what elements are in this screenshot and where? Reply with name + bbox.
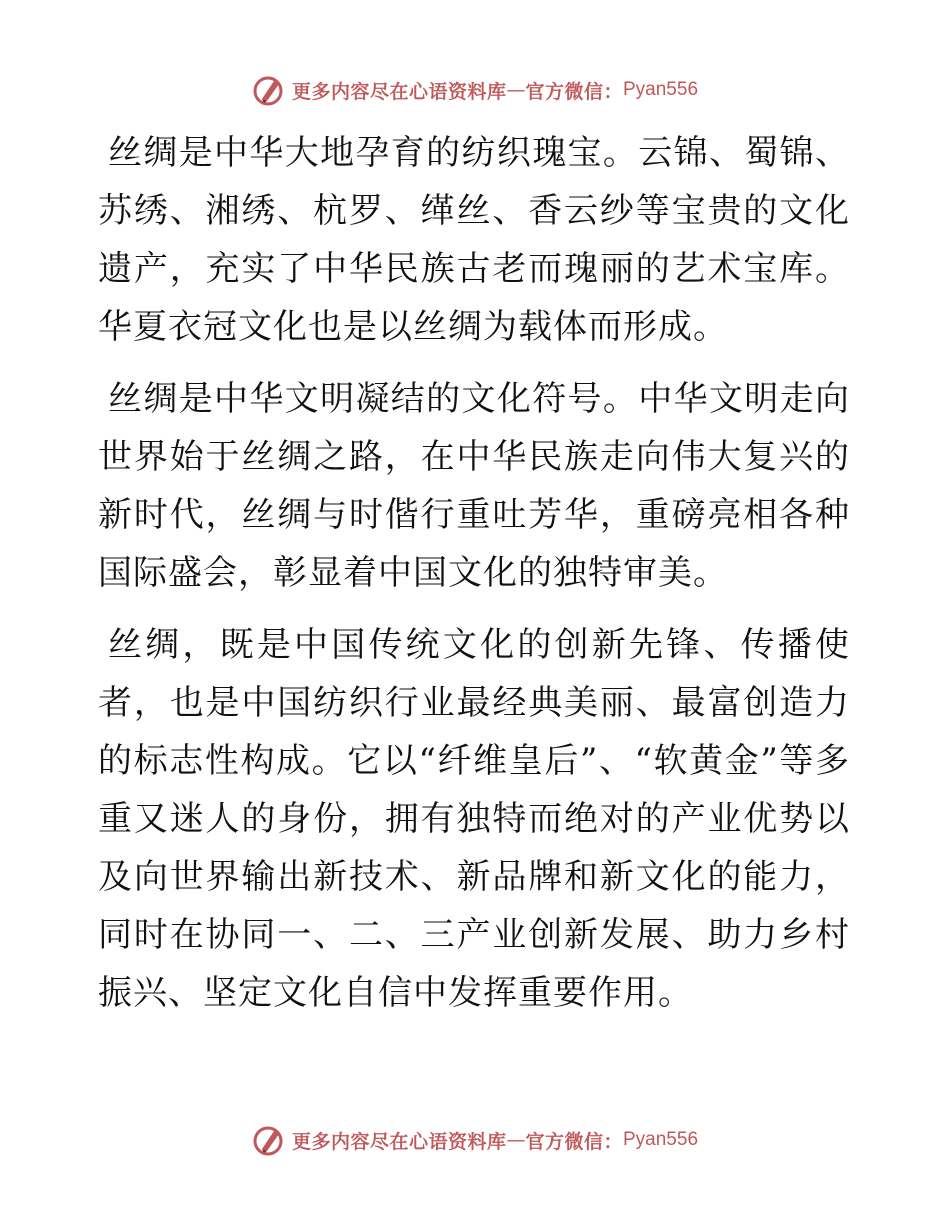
paragraph-2: 丝绸是中华文明凝结的文化符号。中华文明走向世界始于丝绸之路，在中华民族走向伟大复兴的新时代，丝绸与时偕行重吐芳华，重磅亮相各种国际盛会，彰显着中国文化的独特审美。 xyxy=(98,379,850,593)
header-wechat-id: Pyan556 xyxy=(623,79,699,100)
paragraph-1: 丝绸是中华大地孕育的纺织瑰宝。云锦、蜀锦、苏绣、湘绣、杭罗、缂丝、香云纱等宝贵的文化遗产，充实了中华民族古老而瑰丽的艺术宝库。华夏衣冠文化也是以丝绸为载体而形成。 xyxy=(98,133,850,347)
pen-in-circle-icon xyxy=(252,73,286,107)
footer-separator: — xyxy=(506,1129,526,1151)
header-banner xyxy=(0,72,950,108)
pen-in-circle-icon xyxy=(252,1123,286,1157)
footer-text: 更多内容尽在心语资料库 xyxy=(291,1130,507,1153)
header-separator: — xyxy=(506,79,526,101)
header-wechat-label: 官方微信： xyxy=(525,80,623,103)
footer-banner xyxy=(0,1122,950,1158)
footer-wechat-id: Pyan556 xyxy=(623,1129,699,1150)
footer-wechat-label: 官方微信： xyxy=(525,1130,623,1153)
paragraph-3: 丝绸，既是中国传统文化的创新先锋、传播使者，也是中国纺织行业最经典美丽、最富创造力的标志性构成。它以“纤维皇后”、“软黄金”等多重又迷人的身份，拥有独特而绝对的产业优势以及向世界输出新技术、新品牌和新文化的能力，同时在协同一、二、三产业创新发展、助力乡村振兴、坚定文化自信中发挥重要作用。 xyxy=(98,625,850,1013)
document-body xyxy=(98,124,850,1036)
header-text: 更多内容尽在心语资料库 xyxy=(291,80,507,103)
